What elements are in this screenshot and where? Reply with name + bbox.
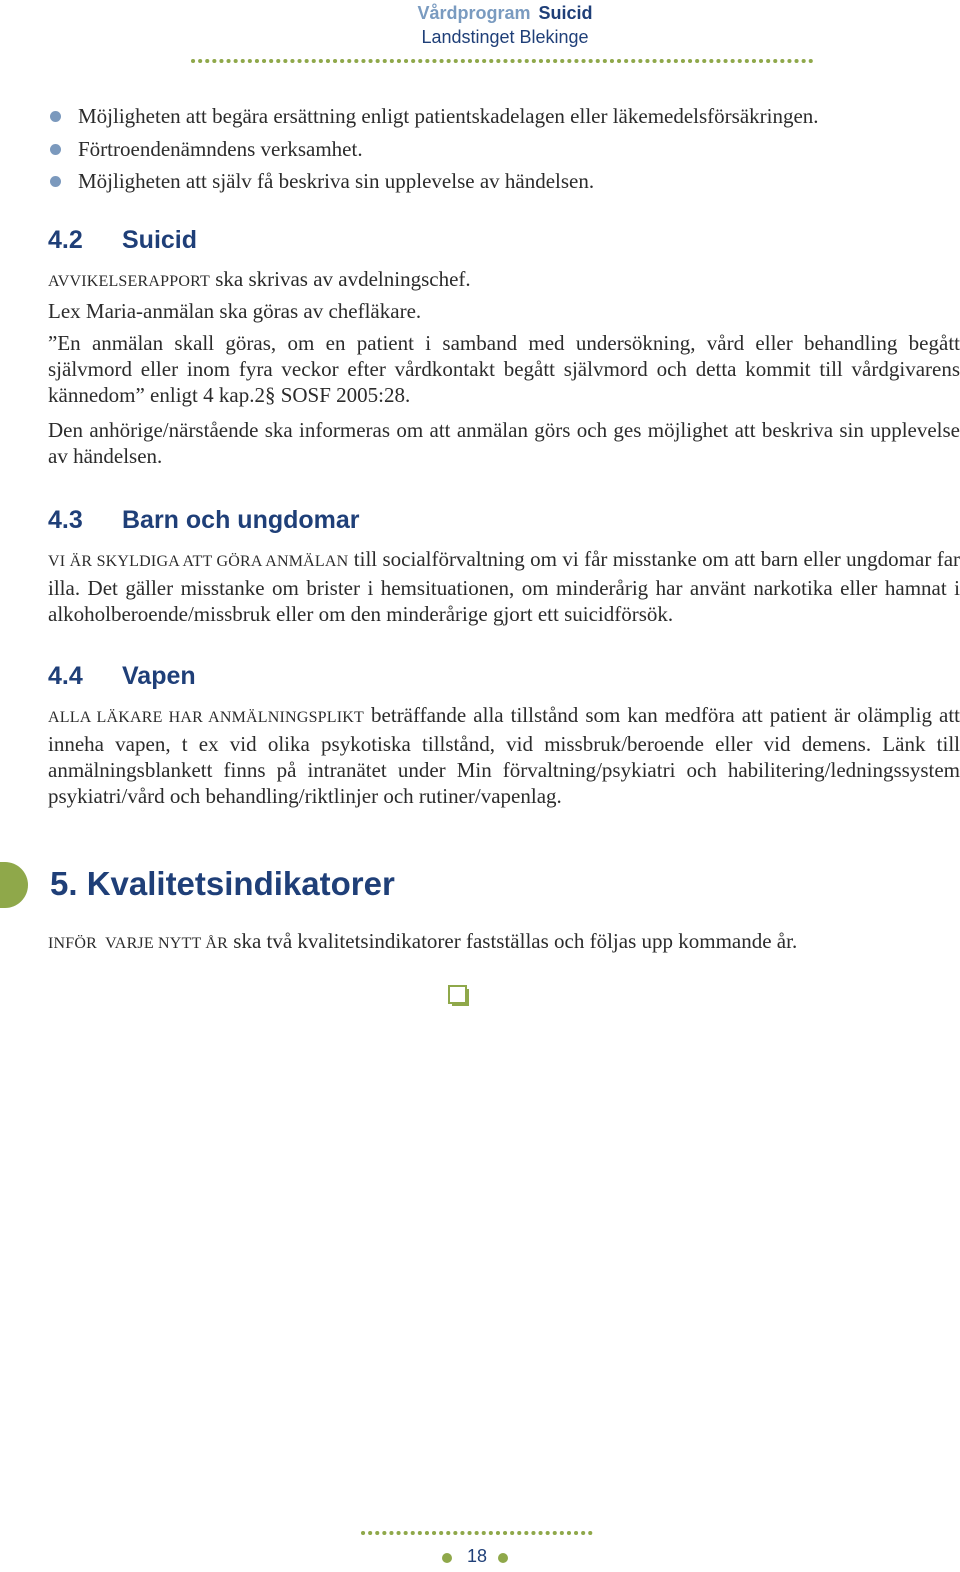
list-item: Möjligheten att själv få beskriva sin upplevelse av händelsen. [48,165,819,198]
paragraph-quality-indicators: INFÖR VARJE NYTT ÅR ska två kvalitetsindikatorer fastställas och följas upp kommande år. [48,929,798,953]
bullet-icon [50,176,61,187]
section-heading-4-3: 4.3 Barn och ungdomar [48,506,360,534]
page-footer [440,1546,512,1570]
paragraph-lex-maria: Lex Maria-anmälan ska göras av chefläkare. [48,299,422,323]
footer-dot-icon [442,1553,452,1563]
section-heading-4-2: 4.2 Suicid [48,226,198,254]
chapter-marker [0,862,28,908]
header-dotted-rule [190,56,820,66]
bullet-icon [50,144,61,155]
bullet-icon [50,111,61,122]
ballot-box-icon [448,985,470,1007]
header-topic: Suicid [538,3,593,23]
list-item: Förtroendenämndens verksamhet. [48,133,819,166]
header-organization: Landstinget Blekinge [421,27,589,47]
paragraph-quote: ”En anmälan skall göras, om en patient i samband med undersökning, vård eller behandling begått självmord eller inom fyra veckor efter vårdkontakt begått självmord och detta kommit till vårdgivarens kännedom” enligt 4 kap.2§ SOSF 2005:28. [48,331,960,407]
paragraph-children: VI ÄR SKYLDIGA ATT GÖRA ANMÄLAN till socialförvaltning om vi får misstanke om att barn eller ungdomar far illa. Det gäller misstanke om brister i hemsituationen, om minderårig har använt narkotika eller hamnat i alkoholberoende/missbruk eller om den minderårige gjort ett suicidförsök. [48,547,960,626]
section-heading-4-4: 4.4 Vapen [48,662,196,690]
header-title-line [0,3,960,24]
paragraph-avvikelserapport: AVVIKELSERAPPORT ska skrivas av avdelningschef. [48,267,471,291]
list-item: Möjligheten att begära ersättning enligt patientskadelagen eller läkemedelsförsäkringen. [48,100,819,133]
paragraph-weapons: ALLA LÄKARE HAR ANMÄLNINGSPLIKT beträffande alla tillstånd som kan medföra att patient är olämplig att inneha vapen, t ex vid olika psykotiska tillstånd, vid missbruk/beroende eller vid demens. Länk till anmälningsblankett finns på intranätet under Min förvaltning/psykiatri och habilitering/ledningssystem psykiatri/vård och behandling/riktlinjer och rutiner/vapenlag. [48,703,960,808]
chapter-heading-5: 5. Kvalitetsindikatorer [50,865,395,902]
footer-dot-icon [498,1553,508,1563]
header-program: Vårdprogram [417,3,531,23]
paragraph-relatives: Den anhörige/närstående ska informeras om att anmälan görs och ges möjlighet att beskriva sin upplevelse av händelsen. [48,418,960,468]
page-number: 18 [466,1546,488,1566]
footer-dotted-rule [360,1529,595,1537]
bullet-list [48,100,819,198]
